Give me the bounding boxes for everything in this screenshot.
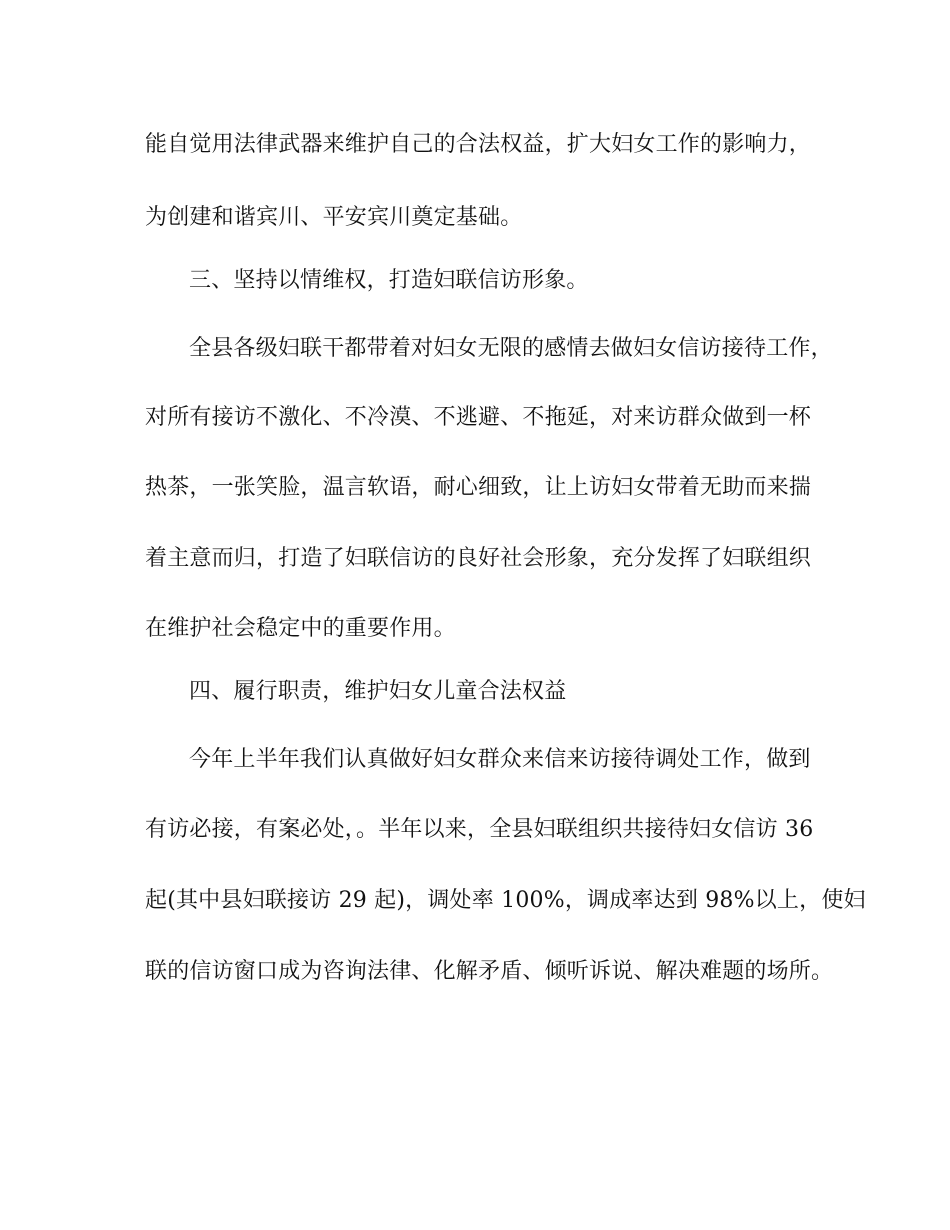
section-heading: 三、坚持以情维权，打造妇联信访形象。 [189,268,589,293]
paragraph-line: 对所有接访不激化、不冷漠、不逃避、不拖延，对来访群众做到一杯 [145,405,812,430]
paragraph-line: 着主意而归，打造了妇联信访的良好社会形象，充分发挥了妇联组织 [145,546,812,571]
paragraph-line: 能自觉用法律武器来维护自己的合法权益，扩大妇女工作的影响力， [145,132,812,157]
paragraph-line: 为创建和谐宾川、平安宾川奠定基础。 [145,205,523,230]
paragraph-line: 今年上半年我们认真做好妇女群众来信来访接待调处工作，做到 [189,747,811,772]
paragraph-line: 在维护社会稳定中的重要作用。 [145,616,456,641]
paragraph-line: 联的信访窗口成为咨询法律、化解矛盾、倾听诉说、解决难题的场所。 [145,959,834,984]
paragraph-line: 热茶，一张笑脸，温言软语，耐心细致，让上访妇女带着无助而来揣 [145,475,812,500]
paragraph-line: 起(其中县妇联接访 29 起)，调处率 100%，调成率达到 98%以上，使妇 [145,888,866,913]
paragraph-line: 有访必接，有案必处，。半年以来，全县妇联组织共接待妇女信访 36 [145,817,814,842]
paragraph-line: 全县各级妇联干都带着对妇女无限的感情去做妇女信访接待工作， [189,336,833,361]
section-heading: 四、履行职责，维护妇女儿童合法权益 [189,679,567,704]
